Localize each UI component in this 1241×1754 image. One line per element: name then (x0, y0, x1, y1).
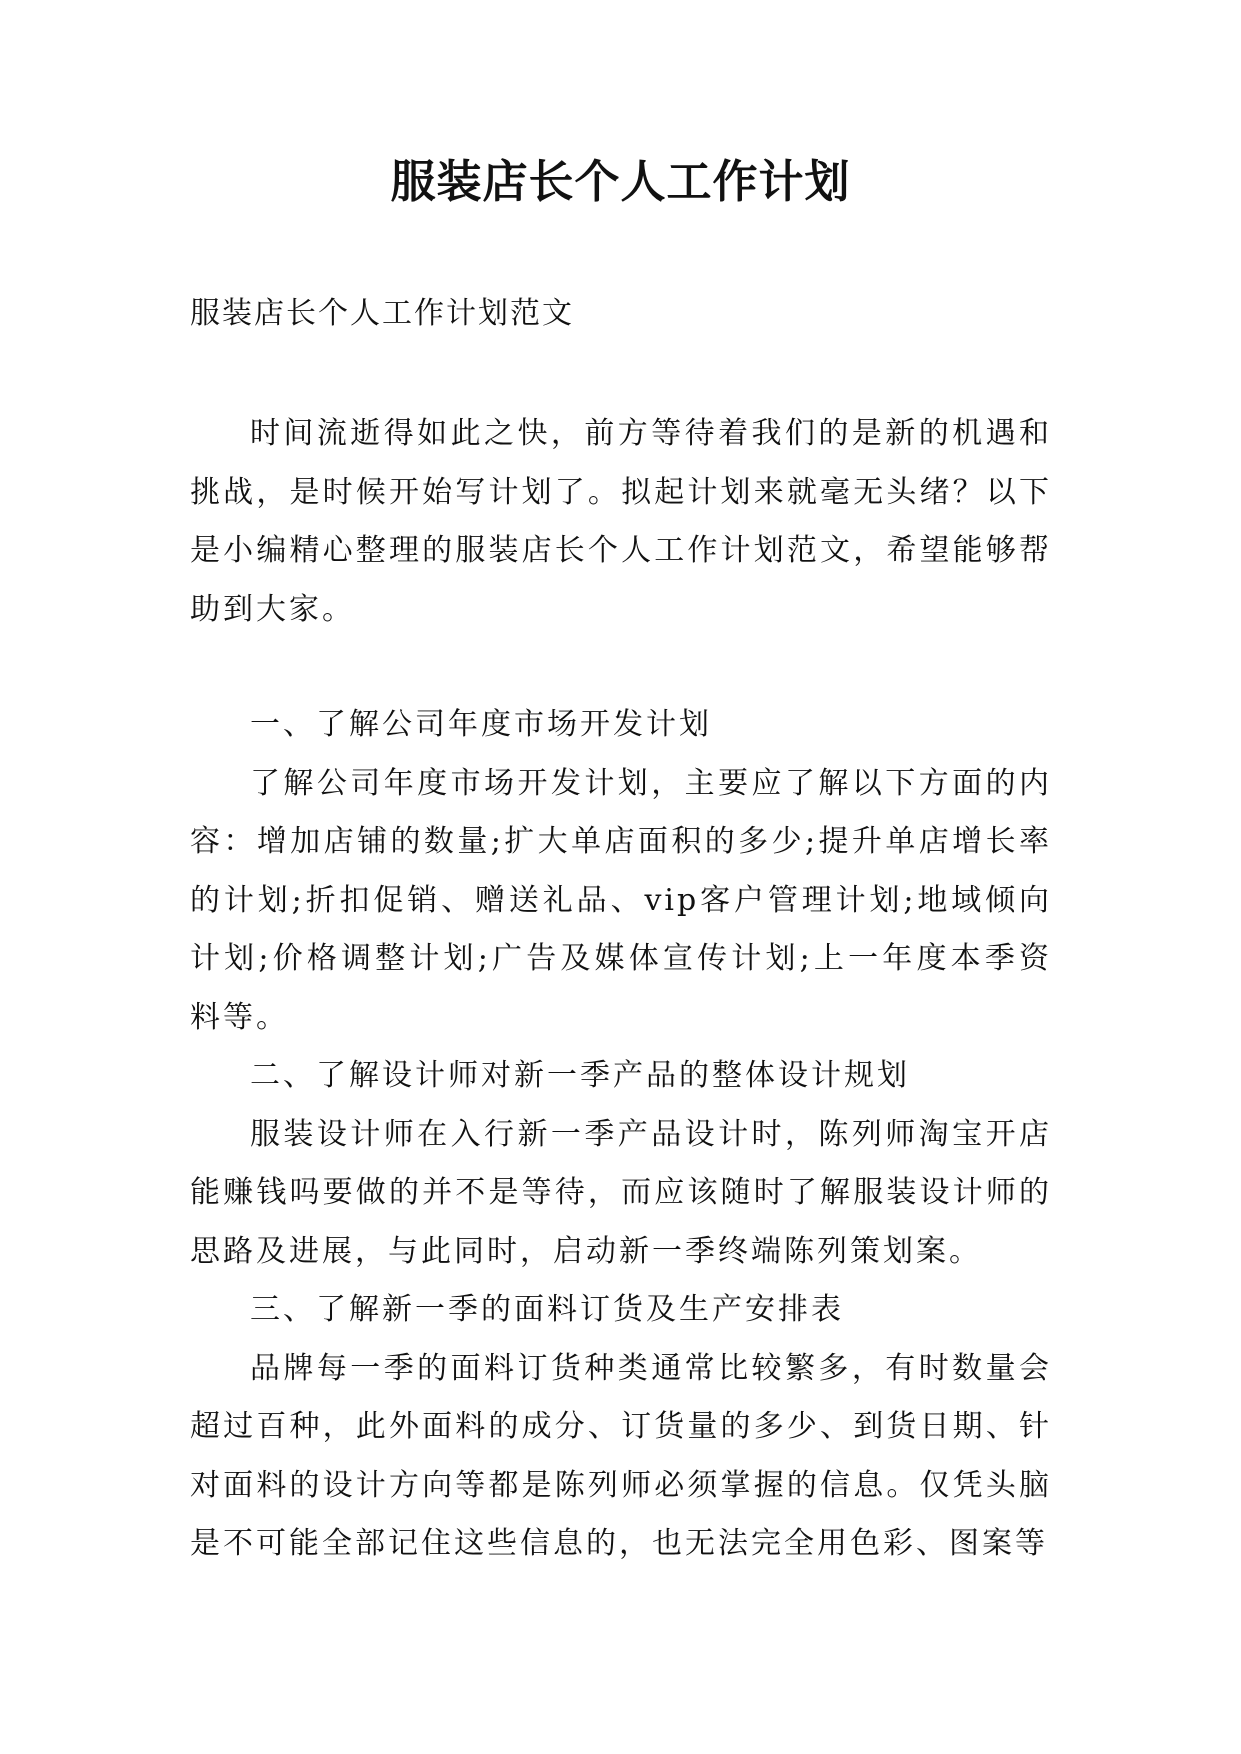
document-title: 服装店长个人工作计划 (390, 155, 851, 208)
intro-paragraph: 时间流逝得如此之快，前方等待着我们的是新的机遇和挑战，是时候开始写计划了。拟起计划来就毫无头绪？以下是小编精心整理的服装店长个人工作计划范文，希望能够帮助到大家。 (190, 416, 1052, 627)
section-heading-1: 一、了解公司年度市场开发计划 (250, 707, 712, 742)
section-heading-3: 三、了解新一季的面料订货及生产安排表 (250, 1292, 844, 1327)
document-subtitle: 服装店长个人工作计划范文 (190, 296, 574, 331)
section-text-3: 品牌每一季的面料订货种类通常比较繁多，有时数量会超过百种，此外面料的成分、订货量的多少、到货日期、针对面料的设计方向等都是陈列师必须掌握的信息。仅凭头脑是不可能全部记住这些信息的，也无法完全用色彩、图案等 (190, 1350, 1052, 1561)
section-text-1: 了解公司年度市场开发计划，主要应了解以下方面的内容：增加店铺的数量;扩大单店面积的多少;提升单店增长率的计划;折扣促销、赠送礼品、vip客户管理计划;地域倾向计划;价格调整计划;广告及媒体宣传计划;上一年度本季资料等。 (190, 765, 1052, 1035)
sections-block (190, 696, 1052, 1574)
section-heading-2: 二、了解设计师对新一季产品的整体设计规划 (250, 1058, 910, 1093)
section-text-2: 服装设计师在入行新一季产品设计时，陈列师淘宝开店能赚钱吗要做的并不是等待，而应该随时了解服装设计师的思路及进展，与此同时，启动新一季终端陈列策划案。 (190, 1116, 1052, 1269)
intro-block (190, 405, 1052, 639)
